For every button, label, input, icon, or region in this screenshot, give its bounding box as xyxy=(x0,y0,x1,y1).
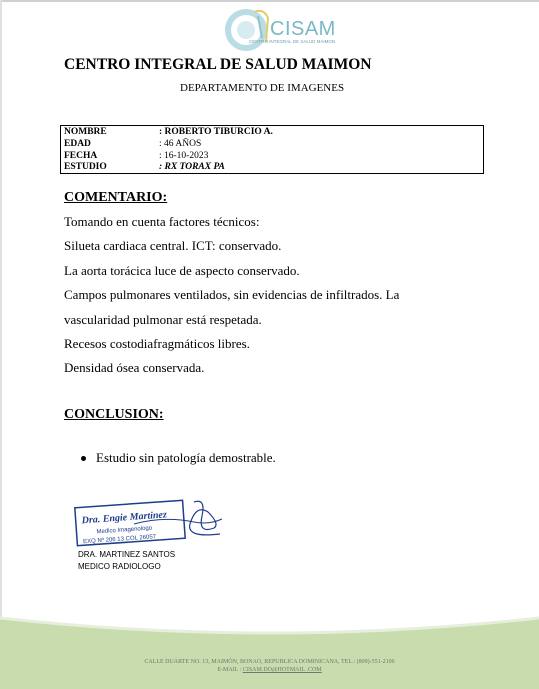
page-top-edge xyxy=(0,0,539,2)
patient-label: FECHA xyxy=(64,151,98,161)
doctor-stamp xyxy=(74,494,224,549)
comment-line: Campos pulmonares ventilados, sin evidencias de infiltrados. La xyxy=(64,287,400,302)
logo-text: CISAM xyxy=(270,18,336,40)
department-title: DEPARTAMENTO DE IMAGENES xyxy=(180,82,345,94)
stamp-name: Dra. Engie Martinez xyxy=(81,509,168,527)
patient-label: ESTUDIO xyxy=(64,162,107,172)
patient-value: : ROBERTO TIBURCIO A. xyxy=(159,127,273,137)
footer-address: CALLE DUARTE NO. 13, MAIMÓN, BONAO, REPUBLICA DOMINICANA, TEL.: (809)-551-2106 xyxy=(144,659,395,665)
comment-line: Recesos costodiafragmáticos libres. xyxy=(64,336,250,351)
footer-email-link[interactable]: CISAM.DO@HOTMAIL .COM xyxy=(242,667,322,673)
conclusion-item: Estudio sin patología demostrable. xyxy=(96,450,276,465)
doctor-name: DRA. MARTINEZ SANTOS xyxy=(78,550,176,559)
footer-email-prefix: E-MAIL : xyxy=(217,667,243,673)
report-title: CENTRO INTEGRAL DE SALUD MAIMON xyxy=(64,56,372,73)
patient-value: : 46 AÑOS xyxy=(159,139,202,149)
footer-wave xyxy=(0,596,539,689)
comment-line: vascularidad pulmonar está respetada. xyxy=(64,312,262,327)
comment-line: Silueta cardiaca central. ICT: conservado. xyxy=(64,238,282,253)
patient-label: NOMBRE xyxy=(64,127,107,137)
patient-value: : RX TORAX PA xyxy=(159,162,225,172)
logo-subtext: CENTRO INTEGRAL DE SALUD MAIMON xyxy=(249,39,336,44)
comment-line: Tomando en cuenta factores técnicos: xyxy=(64,214,260,229)
comment-heading: COMENTARIO: xyxy=(64,190,168,205)
comment-line: Densidad ósea conservada. xyxy=(64,360,205,375)
conclusion-heading: CONCLUSION: xyxy=(64,407,164,422)
signature-scribble xyxy=(190,501,220,535)
patient-value: : 16-10-2023 xyxy=(159,151,209,161)
comment-line: La aorta torácica luce de aspecto conservado. xyxy=(64,263,300,278)
patient-label: EDAD xyxy=(64,139,91,149)
stamp-title: Medico Imagenologo xyxy=(96,525,153,536)
footer-email-line xyxy=(0,667,539,673)
bullet-icon xyxy=(81,456,86,461)
patient-info-box xyxy=(60,125,484,174)
page-left-edge xyxy=(0,0,2,689)
stamp-exequatur: EXQ Nº 206 13 COL 26057 xyxy=(83,534,157,546)
doctor-role: MEDICO RADIOLOGO xyxy=(78,562,161,571)
